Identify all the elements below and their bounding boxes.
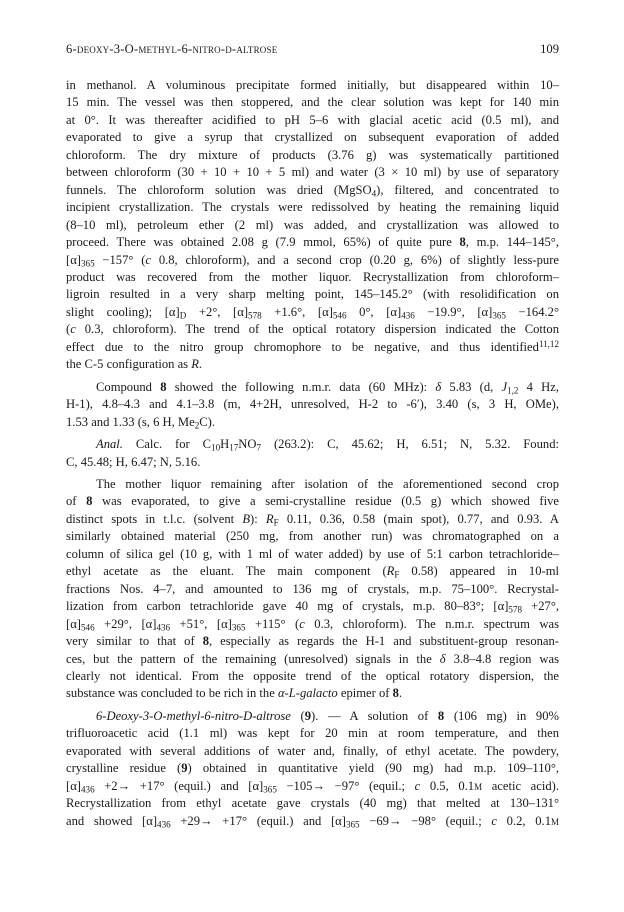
text-line: trifluoroacetic acid (1.1 ml) was kept for 20 min at room temperature, and then	[66, 726, 559, 741]
text-line: chloroform. The dry mixture of products (3.76 g) was systematically partitioned	[66, 147, 559, 162]
page-number: 109	[540, 42, 559, 56]
text-line: substance was concluded to be rich in the α-L-galacto epimer of 8.	[66, 686, 403, 701]
text-line: funnels. The chloroform solution was dried (MgSO$_4$), filtered, and concentrated to	[66, 182, 559, 198]
text-line: evaporated with several additions of water and, finally, of ethyl acetate. The powdery,	[66, 743, 559, 758]
text-line: in methanol. A voluminous precipitate formed initially, but disappeared within 10–	[66, 78, 559, 92]
text-line: 6-Deoxy-3-O-methyl-6-nitro-D-altrose (9). — A solution of 8 (106 mg) in 90%	[96, 708, 559, 723]
text-line: incipient crystallization. The crystals were redissolved by heating the remaining liquid	[66, 200, 559, 215]
text-line: $[\alpha]_{436} +2\to +17^\circ$ (equil.) and $[\alpha]_{365} -105\to -97^\circ$ (equil.; c 0.5, 0.1m acetic acid).	[66, 778, 559, 794]
running-title: 6-deoxy-3-O-methyl-6-nitro-d-altrose	[66, 42, 278, 56]
text-line: ethyl acetate as the eluant. The main component ($R_F$ 0.58) appeared in 10-ml	[66, 564, 560, 580]
text-line: evaporated to give a syrup that crystallized on subsequent evaporation of added	[66, 130, 559, 145]
text-line: $[\alpha]_{365} -157^\circ$ (c 0.8, chloroform), and a second crop (0.20 g, 6%) of slightly less-pure	[66, 252, 559, 268]
text-line: 15 min. The vessel was then stoppered, and the clear solution was kept for 140 min	[66, 95, 559, 110]
text-line: distinct spots in t.l.c. (solvent B): $R_F$ 0.11, 0.36, 0.58 (main spot), 0.77, and 0.93. A	[66, 511, 559, 528]
text-line: between chloroform (30 + 10 + 10 + 5 ml) and water (3 × 10 ml) by use of separatory	[66, 165, 559, 180]
text-line: very similar to that of 8, especially as regards the H-1 and substituent-group resonan-	[66, 634, 559, 649]
text-line: at 0°. It was thereafter acidified to pH 5–6 with glacial acetic acid (0.5 ml), and	[66, 112, 559, 127]
text-line: ligroin resulted in a very sharp melting point, 145–145.2° (with resolidification on	[66, 287, 559, 302]
text-line: (8–10 ml), petroleum ether (2 ml) was added, and crystallization was allowed to	[66, 217, 559, 232]
text-line: column of silica gel (10 g, with 1 ml of water added) by use of 5:1 carbon tetrachloride–	[66, 546, 559, 561]
body-text	[66, 77, 559, 830]
text-line: effect due to the nitro group chromophore to be negative, and thus identified$^{11,12}$	[66, 338, 559, 354]
text-line: of 8 was evaporated, to give a semi-crystalline residue (0.5 g) which showed five	[66, 494, 560, 509]
text-line: product was recovered from the mother liquor. Recrystallization from chloroform–	[66, 269, 559, 284]
text-line: (c 0.3, chloroform). The trend of the optical rotatory dispersion indicated the Cotton	[66, 322, 559, 337]
text-line: proceed. There was obtained 2.08 g (7.9 mmol, 65%) of quite pure 8, m.p. 144–145°,	[66, 235, 559, 250]
text-line: H-1), 4.8–4.3 and 4.1–3.8 (m, 4+2H, unresolved, H-2 to -6′), 3.40 (s, 3 H, OMe),	[66, 397, 559, 412]
text-line: clearly not identical. From the opposite trend of the optical rotatory dispersion, the	[66, 668, 559, 683]
text-line: Compound 8 showed the following n.m.r. data (60 MHz): δ 5.83 (d, $J_{1,2}$ 4 Hz,	[96, 379, 559, 395]
text-line: The mother liquor remaining after isolation of the aforementioned second crop	[96, 476, 559, 491]
text-line: $[\alpha]_{546} +29^\circ$, $[\alpha]_{436} +51^\circ$, $[\alpha]_{365} +115^\circ$ (c 0.3, chloroform). The n.m.r. spectrum was	[66, 616, 559, 632]
text-line: 1.53 and 1.33 (s, 6 H, $Me_2C$).	[66, 414, 216, 430]
text-line: and showed $[\alpha]_{436} +29\to +17^\circ$ (equil.) and $[\alpha]_{365} -69\to -98^\circ$ (equil.; c 0.2, 0.1m	[66, 813, 560, 829]
text-line: fractions Nos. 4–7, and amounted to 136 mg of crystals, m.p. 75–100°. Recrystal-	[66, 581, 559, 596]
text-line: Anal. Calc. for $C_{10}H_{17}NO_7$ (263.2): C, 45.62; H, 6.51; N, 5.32. Found:	[96, 437, 559, 453]
page-header	[66, 42, 559, 60]
text-line: lization from carbon tetrachloride gave 40 mg of crystals, m.p. 80–83°; $[\alpha]_{578} +27^\circ$,	[66, 599, 559, 615]
text-line: the C-5 configuration as R.	[66, 357, 203, 372]
text-line: C, 45.48; H, 6.47; N, 5.16.	[66, 454, 201, 469]
text-line: crystalline residue (9) obtained in quantitative yield (90 mg) had m.p. 109–110°,	[66, 761, 560, 776]
text-line: slight cooling); $[\alpha]_D +2^\circ$, $[\alpha]_{578} +1.6^\circ$, $[\alpha]_{546}$ 0°, $[\alpha]_{436} -19.9^\circ$, $[\alpha]_{365} -164.2^\circ$	[66, 304, 560, 321]
text-line: ces, but the pattern of the remaining (unresolved) signals in the δ 3.8–4.8 region was	[66, 651, 559, 666]
text-line: Recrystallization from ethyl acetate gave crystals (40 mg) that melted at 130–131°	[66, 796, 559, 811]
text-line: similarly obtained material (250 mg, from another run) was chromatographed on a	[66, 529, 559, 544]
